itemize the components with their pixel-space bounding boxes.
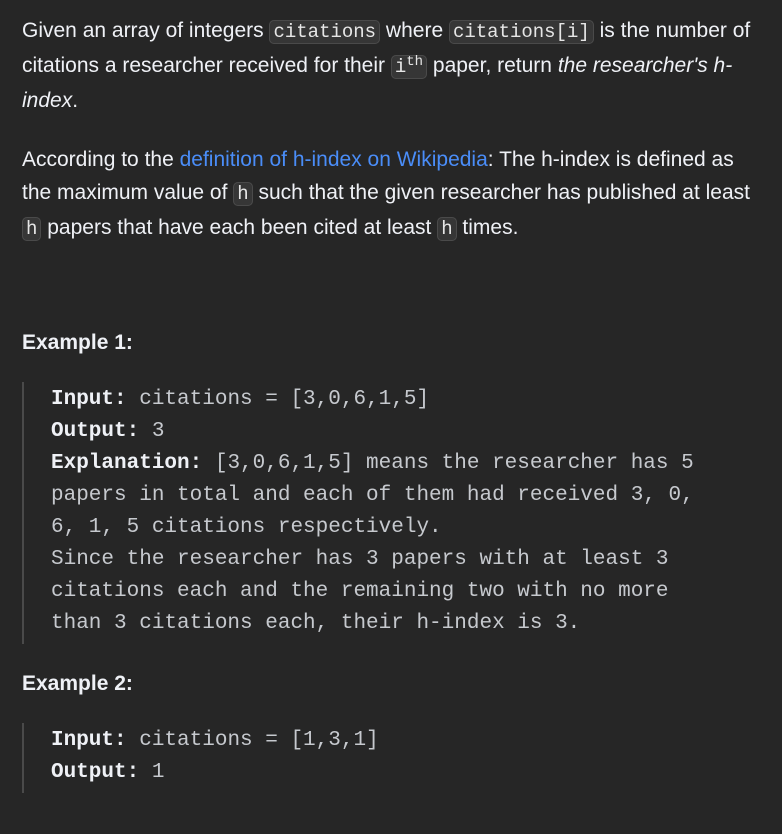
intro-text: Given an array of integers xyxy=(22,19,270,42)
explanation-label: Explanation: xyxy=(51,452,203,475)
ith-base: i xyxy=(394,56,407,78)
inline-code-citations-i: citations[i] xyxy=(449,20,594,44)
input-label: Input: xyxy=(51,729,127,752)
explanation-line: 6, 1, 5 citations respectively. xyxy=(51,516,442,539)
input-value: citations = [3,0,6,1,5] xyxy=(126,388,430,411)
output-value: 1 xyxy=(139,761,165,784)
example-1-block xyxy=(22,382,694,644)
output-value: 3 xyxy=(139,420,165,443)
explanation-line: papers in total and each of them had received 3, 0, xyxy=(51,484,694,507)
inline-code-h: h xyxy=(437,217,456,241)
definition-text: : The h-index is defined as the maximum value of xyxy=(22,148,734,204)
ith-superscript: th xyxy=(406,54,424,70)
intro-text: where xyxy=(380,19,449,42)
definition-text: times. xyxy=(456,216,519,239)
explanation-line: citations each and the remaining two with no more xyxy=(51,580,669,603)
output-label: Output: xyxy=(51,420,140,443)
inline-code-citations: citations xyxy=(269,20,380,44)
inline-code-ith xyxy=(391,55,427,79)
intro-text: is the number of citations a researcher received for their xyxy=(22,19,751,77)
example-2-block xyxy=(22,723,379,793)
definition-paragraph xyxy=(22,143,762,246)
intro-text: . xyxy=(72,89,79,112)
inline-code-h: h xyxy=(233,182,252,206)
output-label: Output: xyxy=(51,761,140,784)
explanation-line: than 3 citations each, their h-index is 3. xyxy=(51,612,581,635)
definition-text: papers that have each been cited at least xyxy=(41,216,438,239)
explanation-line: [3,0,6,1,5] means the researcher has 5 xyxy=(202,452,694,475)
wikipedia-link[interactable]: definition of h-index on Wikipedia xyxy=(179,148,488,171)
intro-emphasis: the researcher's h-index xyxy=(22,54,733,112)
definition-text: such that the given researcher has published at least xyxy=(252,181,750,204)
inline-code-h: h xyxy=(22,217,41,241)
intro-text: paper, return xyxy=(427,54,558,77)
input-value: citations = [1,3,1] xyxy=(126,729,379,752)
example-2-heading: Example 2: xyxy=(22,672,133,695)
intro-paragraph xyxy=(22,14,762,117)
definition-text: According to the xyxy=(22,148,180,171)
example-1-heading: Example 1: xyxy=(22,331,133,354)
input-label: Input: xyxy=(51,388,127,411)
explanation-line: Since the researcher has 3 papers with at least 3 xyxy=(51,548,669,571)
